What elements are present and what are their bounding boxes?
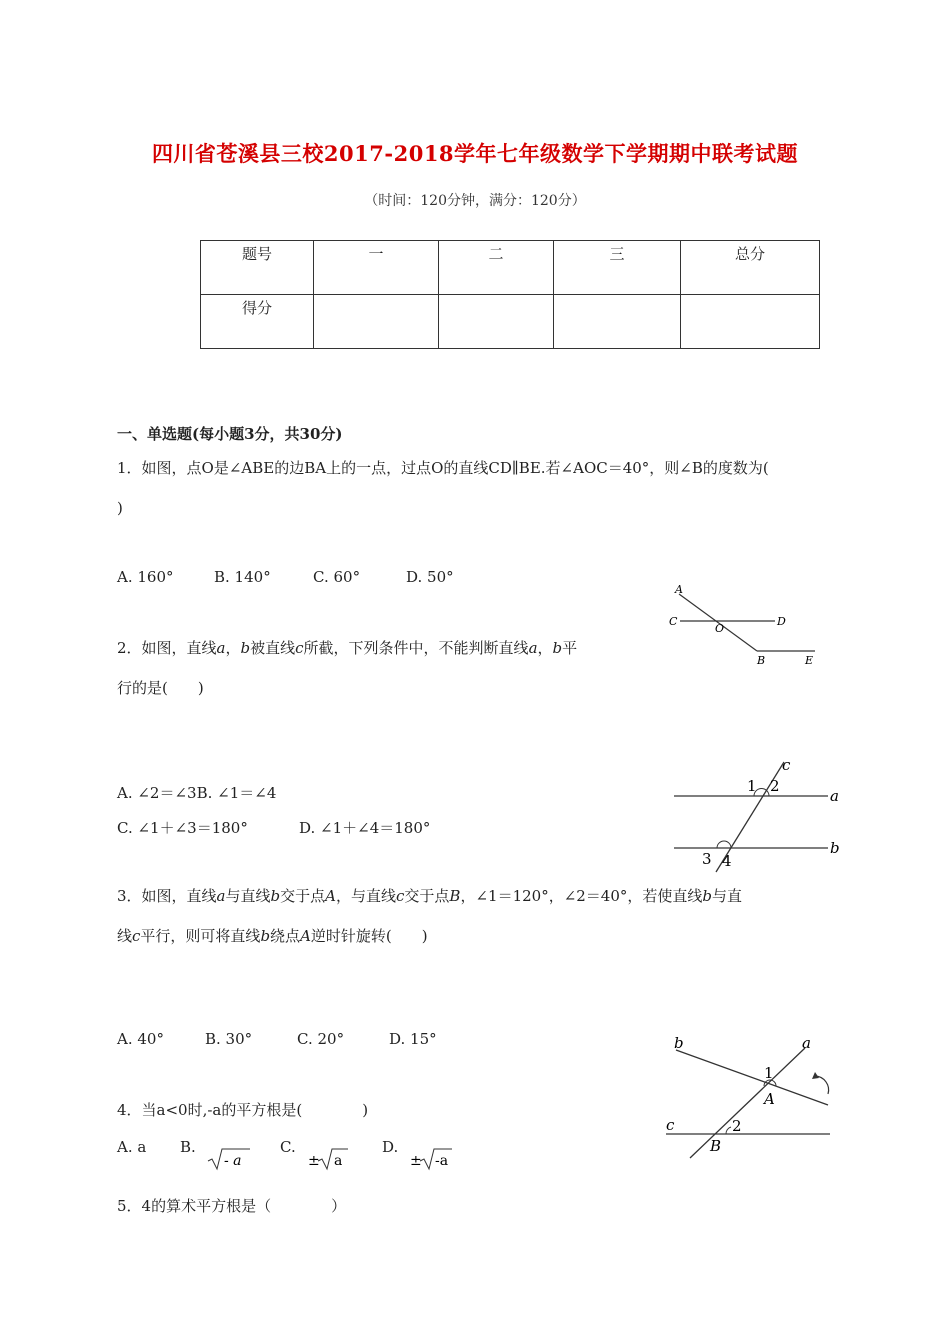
q1-figure <box>665 580 825 670</box>
q3-option-d: D. 15° <box>389 1030 437 1048</box>
q3-option-c: C. 20° <box>297 1030 345 1048</box>
figure-label: 2 <box>770 777 780 795</box>
table-cell <box>681 295 820 349</box>
figure-label: 4 <box>722 852 732 870</box>
table-cell: 二 <box>439 241 554 295</box>
q1-option-b: B. 140° <box>214 568 271 586</box>
figure-label: b <box>830 839 840 857</box>
question-1-text: 1．如图，点O是∠ABE的边BA上的一点，过点O的直线CD∥BE.若∠AOC＝40°，则∠B的度数为( <box>117 459 769 477</box>
table-row <box>201 295 820 349</box>
line-a <box>690 1048 805 1158</box>
figure-label: a <box>830 787 839 805</box>
text-segment: 线 <box>117 927 133 945</box>
rotation-arrowhead <box>812 1072 819 1079</box>
figure-label: 1 <box>764 1064 774 1082</box>
q4-option-d-radical <box>408 1146 454 1172</box>
table-row <box>201 241 820 295</box>
text-segment: 2．如图，直线 <box>117 639 217 657</box>
variable-c: c <box>295 639 304 657</box>
text-segment: 平 <box>562 639 578 657</box>
table-cell: 三 <box>554 241 681 295</box>
text-segment: ，与直线 <box>335 887 396 905</box>
variable-b: b <box>270 887 281 905</box>
q1-option-c: C. 60° <box>313 568 361 586</box>
score-table <box>200 240 820 349</box>
figure-label: b <box>674 1034 684 1052</box>
variable-c: c <box>132 927 141 945</box>
q1-option-d: D. 50° <box>406 568 454 586</box>
figure-label: O <box>715 622 725 635</box>
figure-label: A <box>764 1090 775 1108</box>
point-b: B <box>449 887 461 905</box>
variable-c: c <box>396 887 405 905</box>
text-segment: ， <box>537 639 553 657</box>
table-cell <box>439 295 554 349</box>
q3-option-a: A. 40° <box>117 1030 164 1048</box>
exam-info: （时间：120分钟，满分：120分） <box>364 193 586 209</box>
page-title: 四川省苍溪县三校2017-2018学年七年级数学下学期期中联考试题 <box>151 141 799 166</box>
q4-option-c-radical <box>306 1146 350 1172</box>
section-heading: 一、单选题(每小题3分，共30分) <box>117 425 343 443</box>
radicand: a <box>334 1153 343 1169</box>
q2-option-d: D. ∠1＋∠4＝180° <box>299 819 431 837</box>
question-1-text-cont: ) <box>117 499 123 517</box>
text-segment: ， <box>225 639 241 657</box>
angle-arc <box>726 1127 731 1134</box>
question-3-text <box>117 886 742 906</box>
line-b <box>676 1050 828 1105</box>
figure-label: C <box>669 615 678 628</box>
q4-option-d-label: D. <box>382 1138 399 1156</box>
table-cell: 题号 <box>201 241 314 295</box>
point-a: A <box>300 927 311 945</box>
q3-option-b: B. 30° <box>205 1030 253 1048</box>
question-5-text: 5．4的算术平方根是（ ） <box>117 1197 347 1215</box>
q2-option-ab: A. ∠2＝∠3B. ∠1＝∠4 <box>117 784 277 802</box>
q2-figure <box>668 750 848 875</box>
table-cell: 得分 <box>201 295 314 349</box>
q4-option-b-radical <box>206 1146 252 1172</box>
q4-option-a: A. a <box>117 1138 147 1156</box>
text-segment: 交于点 <box>404 887 450 905</box>
radicand: - a <box>224 1153 242 1169</box>
variable-b: b <box>260 927 271 945</box>
variable-b: b <box>240 639 251 657</box>
text-segment: 绕点 <box>270 927 301 945</box>
plus-minus-sign: ± <box>410 1153 422 1169</box>
figure-label: c <box>782 756 791 774</box>
variable-a: a <box>216 887 226 905</box>
table-cell: 总分 <box>681 241 820 295</box>
table-cell: 一 <box>314 241 439 295</box>
figure-label: 2 <box>732 1117 742 1135</box>
radical-sign <box>318 1149 348 1169</box>
figure-label: 1 <box>747 777 757 795</box>
q1-option-a: A. 160° <box>117 568 174 586</box>
question-2-text <box>117 638 577 658</box>
figure-label: A <box>675 583 683 596</box>
text-segment: 逆时针旋转( ) <box>310 927 428 945</box>
figure-label: D <box>777 615 786 628</box>
q2-option-c: C. ∠1＋∠3＝180° <box>117 819 248 837</box>
q4-option-b-label: B. <box>180 1138 196 1156</box>
text-segment: ，∠1＝120°，∠2＝40°，若使直线 <box>460 887 703 905</box>
question-3-text-cont <box>117 926 428 946</box>
radicand: -a <box>435 1153 449 1169</box>
text-segment: 与直 <box>712 887 743 905</box>
figure-label: a <box>802 1034 811 1052</box>
table-cell <box>314 295 439 349</box>
figure-label: B <box>710 1137 722 1155</box>
text-segment: 交于点 <box>280 887 326 905</box>
figure-label: B <box>757 654 766 667</box>
question-4-text: 4．当a<0时,-a的平方根是( ) <box>117 1101 369 1119</box>
variable-b: b <box>702 887 713 905</box>
question-2-text-cont: 行的是( ) <box>117 679 204 697</box>
figure-label: E <box>805 654 814 667</box>
table-cell <box>554 295 681 349</box>
q4-option-c-label: C. <box>280 1138 296 1156</box>
text-segment: 与直线 <box>225 887 271 905</box>
angle-arc <box>717 841 731 848</box>
text-segment: 所截，下列条件中，不能判断直线 <box>303 639 529 657</box>
figure-label: 3 <box>702 850 712 868</box>
text-segment: 3．如图，直线 <box>117 887 217 905</box>
rotation-arrow <box>815 1076 829 1094</box>
variable-b: b <box>552 639 563 657</box>
q3-figure <box>660 1030 840 1165</box>
figure-label: c <box>666 1116 675 1134</box>
text-segment: 平行，则可将直线 <box>140 927 261 945</box>
plus-minus-sign: ± <box>308 1153 320 1169</box>
variable-a: a <box>528 639 538 657</box>
point-a: A <box>325 887 336 905</box>
variable-a: a <box>216 639 226 657</box>
text-segment: 被直线 <box>250 639 296 657</box>
